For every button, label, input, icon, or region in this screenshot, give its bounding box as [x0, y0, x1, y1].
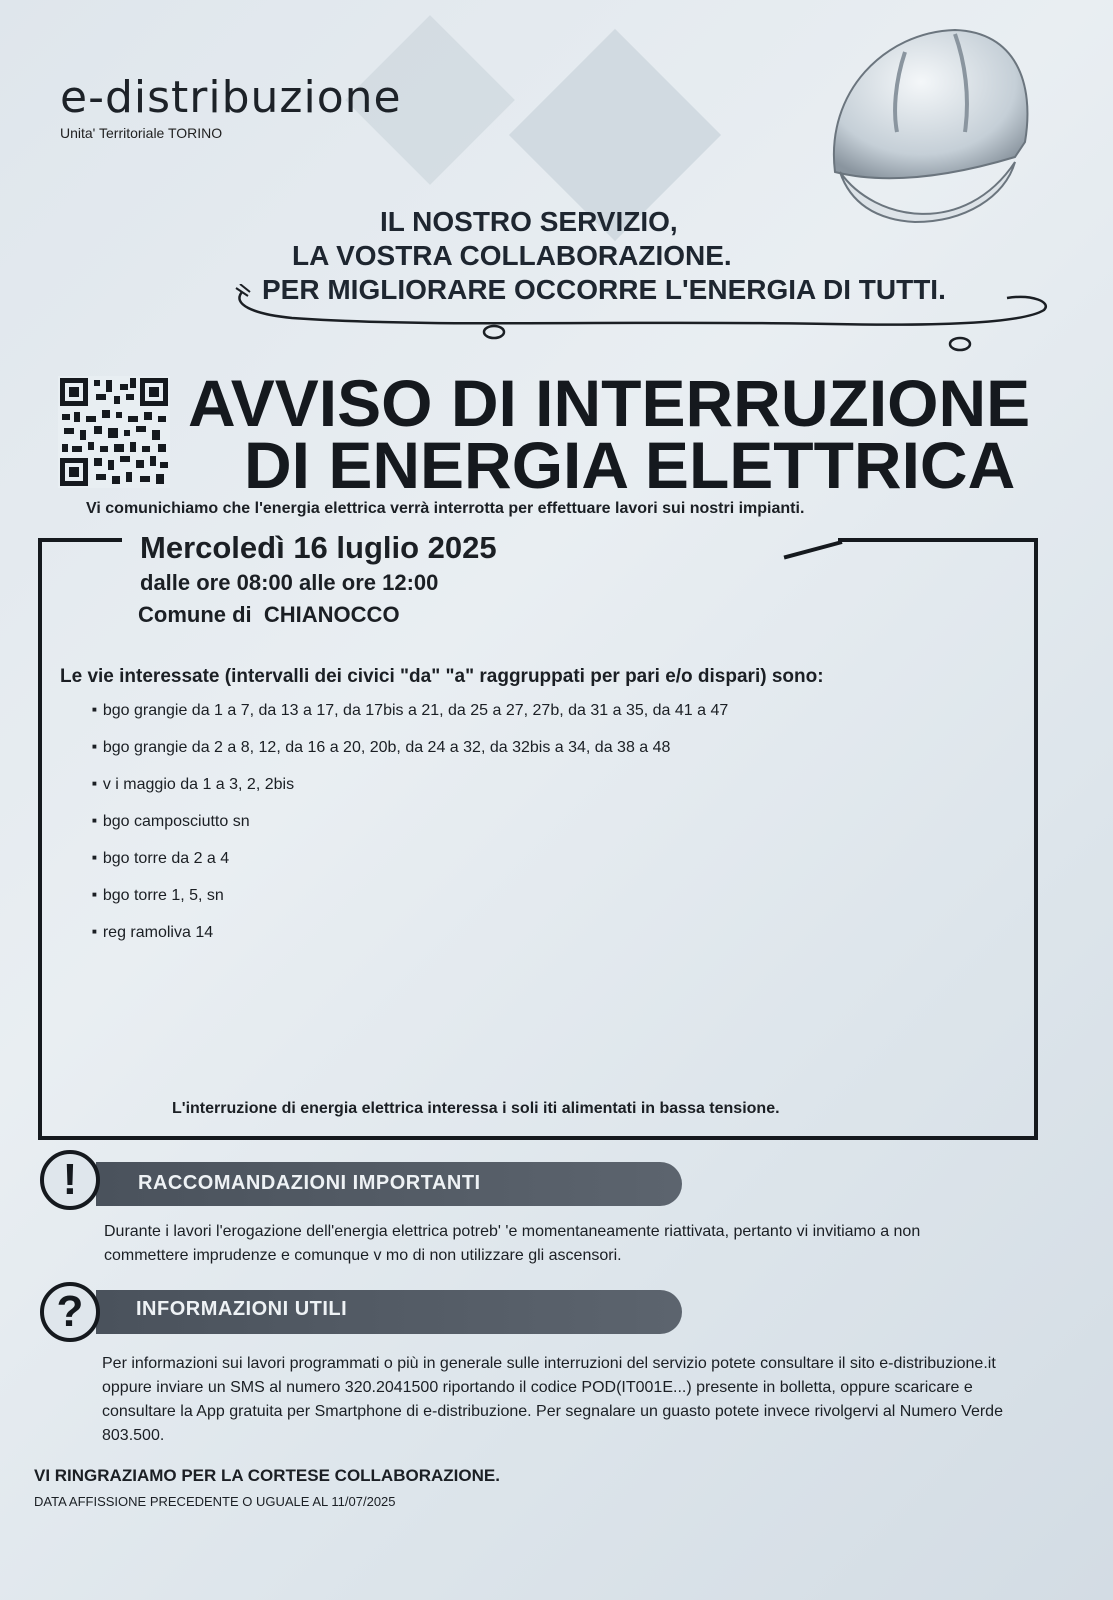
exclamation-icon: ! [40, 1150, 100, 1210]
plug-cable-icon [232, 284, 1052, 364]
low-voltage-note: L'interruzione di energia elettrica interessa i soli iti alimentati in bassa tensione. [172, 1100, 780, 1117]
intro-text: Vi comunichiamo che l'energia elettrica verrà interrotta per effettuare lavori sui nostri impianti. [86, 500, 805, 517]
recommendations-text: Durante i lavori l'erogazione dell'energia elettrica potreb' 'e momentaneamente riattivata, pertanto vi invitiamo a non commettere imprudenze e comunque v mo di non utilizzare gli ascensori. [104, 1223, 921, 1264]
title-line-2: DI ENERGIA ELETTRICA [244, 428, 1016, 502]
recommendations-title: RACCOMANDAZIONI IMPORTANTI [138, 1172, 481, 1194]
logo-text: e-distribuzione [60, 72, 402, 123]
box-border [38, 538, 122, 542]
list-item: ■ bgo camposciutto sn [92, 811, 728, 848]
list-item: ■ v i maggio da 1 a 3, 2, 2bis [92, 774, 728, 811]
outage-hours: dalle ore 08:00 alle ore 12:00 [140, 570, 439, 595]
info-text: Per informazioni sui lavori programmati o più in generale sulle interruzioni del servizio potete consultare il sito e-distribuzione.it oppure inviare un SMS al numero 320.2041500 riportando il codice POD(IT001E...) presente in bolletta, oppure scaricare e consultare la App gratuita per Smartphone di e-distribuzione. Per segnalare un guasto potete invece rivolgervi al Numero Verde 803.500. [102, 1355, 1003, 1444]
qr-code[interactable] [58, 376, 170, 488]
title-line-1: AVVISO DI INTERRUZIONE [188, 366, 1031, 440]
info-title: INFORMAZIONI UTILI [136, 1298, 348, 1320]
posting-date [34, 1494, 396, 1509]
outage-comune: Comune di CHIANOCCO [138, 602, 400, 627]
streets-list [92, 700, 728, 959]
unit-label: Unita' Territoriale TORINO [60, 125, 223, 141]
thanks-text: VI RINGRAZIAMO PER LA CORTESE COLLABORAZIONE. [34, 1466, 500, 1485]
list-item: ■ reg ramoliva 14 [92, 922, 728, 959]
list-item: ■ bgo torre da 2 a 4 [92, 848, 728, 885]
notice-title [188, 366, 1031, 502]
outage-date: Mercoledì 16 luglio 2025 [140, 530, 497, 565]
posting-date-label: DATA AFFISSIONE PRECEDENTE O UGUALE AL [34, 1494, 328, 1509]
slogan-line-2: LA VOSTRA COLLABORAZIONE. [292, 240, 732, 271]
slogan-line-1: IL NOSTRO SERVIZIO, [380, 206, 678, 237]
list-item: ■ bgo grangie da 2 a 8, 12, da 16 a 20, 20b, da 24 a 32, da 32bis a 34, da 38 a 48 [92, 737, 728, 774]
question-icon: ? [40, 1282, 100, 1342]
logo [60, 72, 402, 141]
streets-heading: Le vie interessate (intervalli dei civici "da" "a" raggruppati per pari e/o dispari) sono: [60, 666, 824, 687]
box-border [838, 538, 1038, 542]
slogan-line-3: PER MIGLIORARE OCCORRE L'ENERGIA DI TUTTI. [262, 274, 946, 305]
list-item: ■ bgo torre 1, 5, sn [92, 885, 728, 922]
list-item: ■ bgo grangie da 1 a 7, da 13 a 17, da 17bis a 21, da 25 a 27, 27b, da 31 a 35, da 41 a 47 [92, 700, 728, 737]
posting-date-value: 11/07/2025 [331, 1494, 396, 1509]
